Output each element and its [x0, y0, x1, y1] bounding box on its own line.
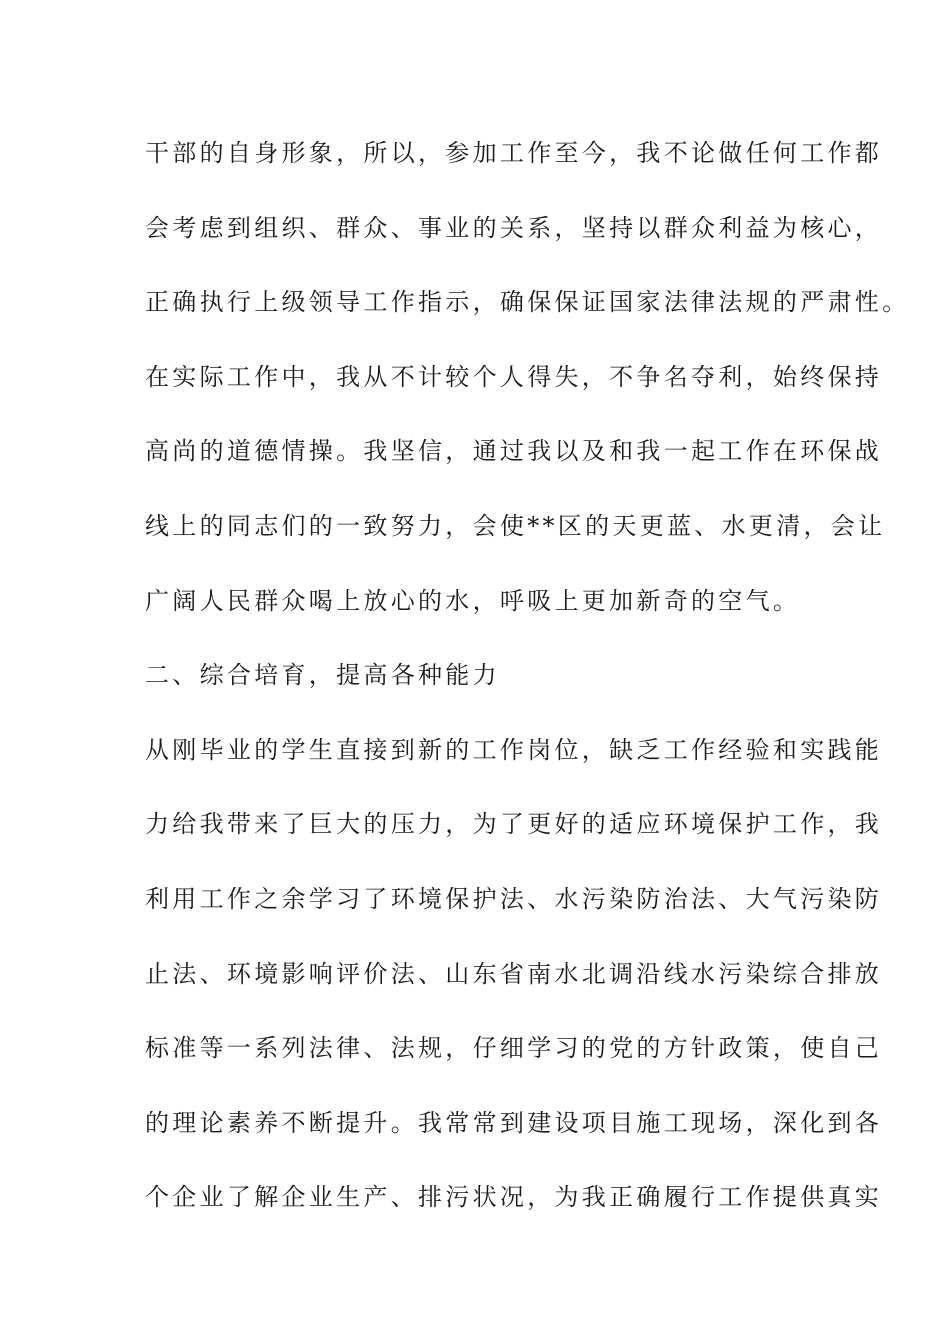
text-line: 正确执行上级领导工作指示，确保保证国家法律法规的严肃性。 — [145, 288, 910, 317]
text-line: 干部的自身形象，所以，参加工作至今，我不论做任何工作都 — [145, 139, 883, 167]
text-line: 个企业了解企业生产、排污状况，为我正确履行工作提供真实 — [145, 1183, 883, 1212]
text-line: 力给我带来了巨大的压力，为了更好的适应环境保护工作，我 — [145, 810, 883, 839]
text-line: 标准等一系列法律、法规，仔细学习的党的方针政策，使自己 — [145, 1034, 883, 1063]
text-line: 从刚毕业的学生直接到新的工作岗位，缺乏工作经验和实践能 — [145, 735, 883, 764]
text-line: 的理论素养不断提升。我常常到建设项目施工现场，深化到各 — [145, 1108, 883, 1137]
text-line: 在实际工作中，我从不计较个人得失，不争名夺利，始终保持 — [145, 362, 883, 391]
body-text — [145, 128, 910, 1247]
text-line: 利用工作之余学习了环境保护法、水污染防治法、大气污染防 — [145, 884, 883, 913]
text-line: 线上的同志们的一致努力，会使**区的天更蓝、水更清，会让 — [145, 511, 886, 540]
text-line: 广阔人民群众喝上放心的水，呼吸上更加新奇的空气。 — [145, 586, 801, 615]
text-line: 高尚的道德情操。我坚信，通过我以及和我一起工作在环保战 — [145, 437, 883, 466]
text-line: 会考虑到组织、群众、事业的关系，坚持以群众利益为核心， — [145, 213, 883, 242]
section-heading: 二、综合培育，提高各种能力 — [145, 661, 500, 690]
text-line: 止法、环境影响评价法、山东省南水北调沿线水污染综合排放 — [145, 959, 883, 988]
